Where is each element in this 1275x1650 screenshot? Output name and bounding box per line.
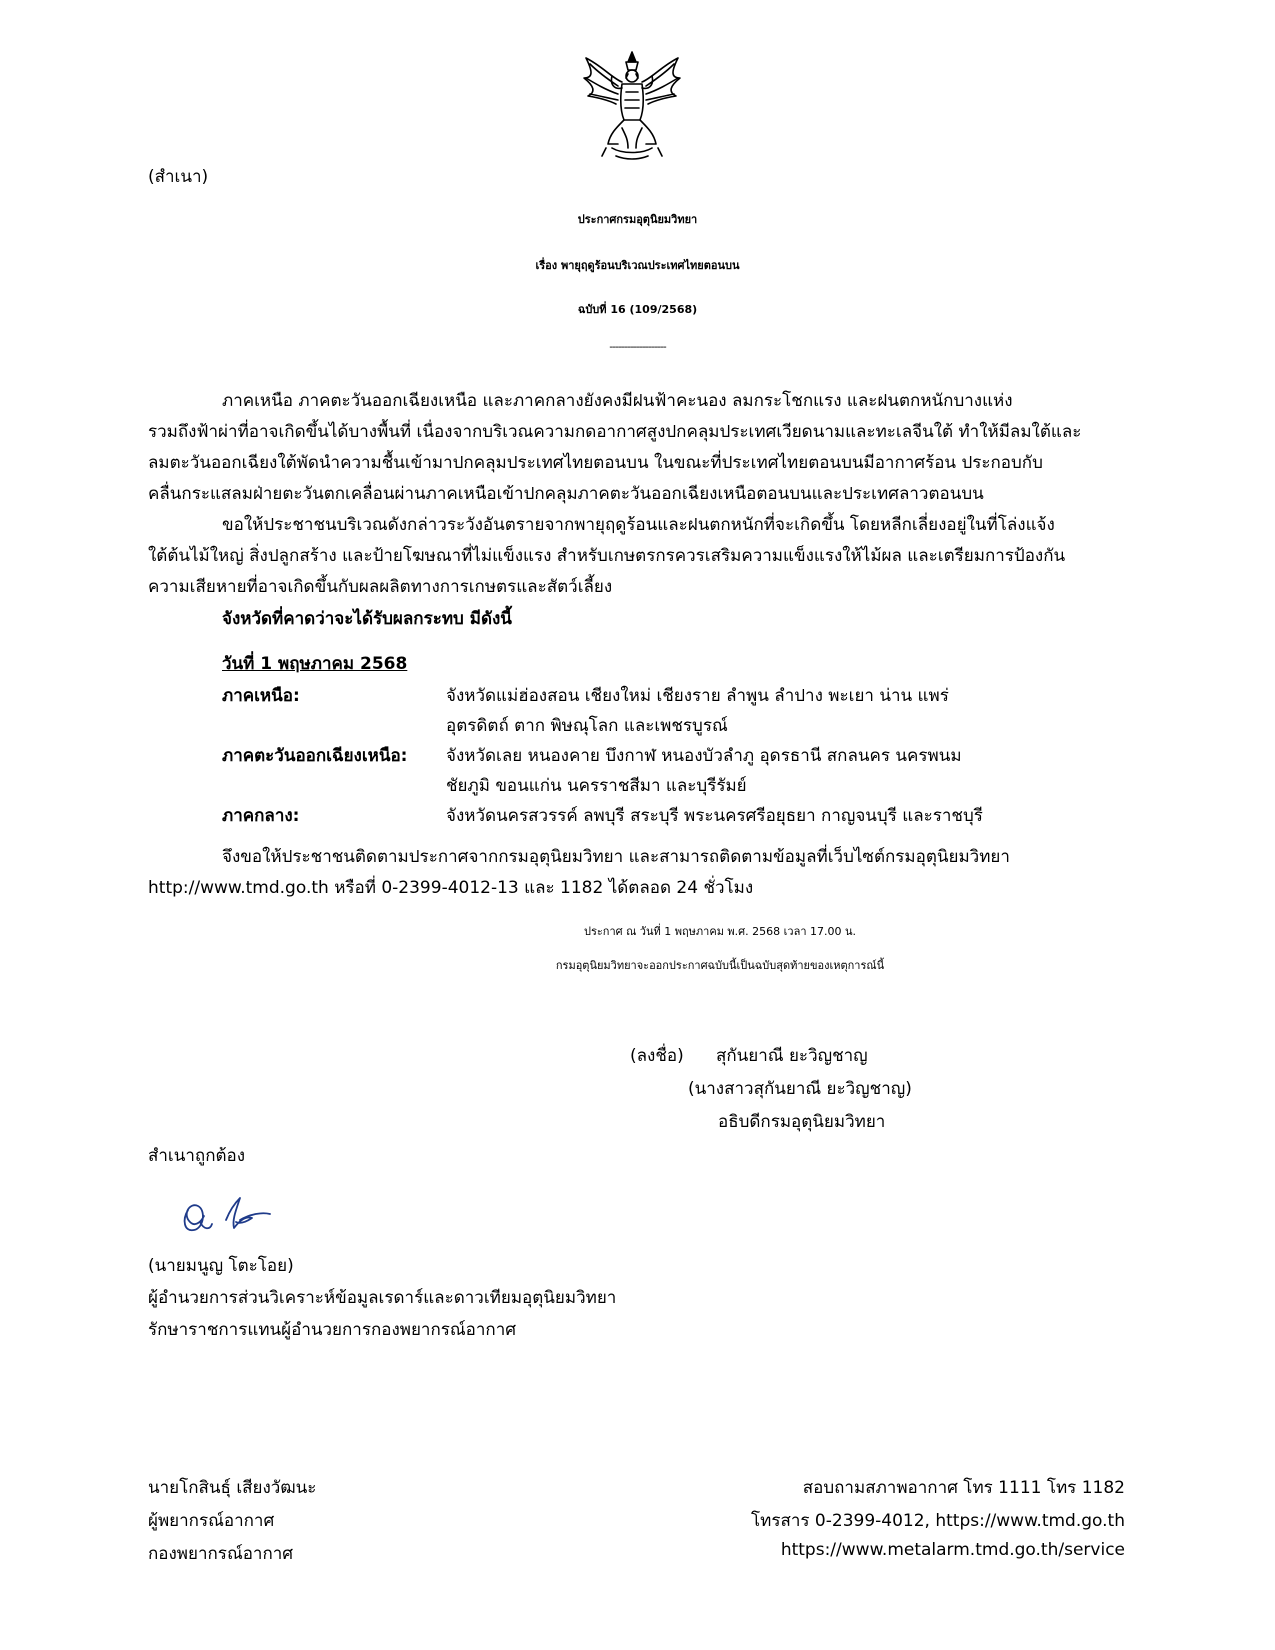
- signatory-full-name: (นางสาวสุกันยาณี ยะวิญชาญ): [688, 1079, 912, 1099]
- paragraph-line: ความเสียหายที่อาจเกิดขึ้นกับผลผลิตทางการเกษตรและสัตว์เลี้ยง: [148, 577, 613, 597]
- region-northeast-provinces: ชัยภูมิ ขอนแก่น นครราชสีมา และบุรีรัมย์: [446, 776, 747, 796]
- certifier-acting-position: รักษาราชการแทนผู้อำนวยการกองพยากรณ์อากาศ: [148, 1320, 517, 1340]
- region-northeast-provinces: จังหวัดเลย หนองคาย บึงกาฬ หนองบัวลำภู อุดรธานี สกลนคร นครพนม: [446, 746, 962, 766]
- paragraph-line: ลมตะวันออกเฉียงใต้พัดนำความชื้นเข้ามาปกคลุมประเทศไทยตอนบน ในขณะที่ประเทศไทยตอนบนมีอากาศร้อน ประกอบกับ: [148, 453, 1043, 473]
- paragraph-line: คลื่นกระแสลมฝ่ายตะวันตกเคลื่อนผ่านภาคเหนือเข้าปกคลุมภาคตะวันออกเฉียงเหนือตอนบนและประเทศลาวตอนบน: [148, 484, 984, 504]
- paragraph-line: จึงขอให้ประชาชนติดตามประกาศจากกรมอุตุนิยมวิทยา และสามารถติดตามข้อมูลที่เว็บไซต์กรมอุตุนิยมวิทยา: [222, 847, 1010, 867]
- forecaster-name: นายโกสินธุ์ เสียงวัฒนะ: [148, 1478, 317, 1498]
- signatory-position: อธิบดีกรมอุตุนิยมวิทยา: [718, 1112, 886, 1132]
- announcement-issue-number: ฉบับที่ 16 (109/2568): [577, 303, 698, 316]
- announcement-title: ประกาศกรมอุตุนิยมวิทยา: [577, 213, 698, 226]
- paragraph-line: รวมถึงฟ้าผ่าที่อาจเกิดขึ้นได้บางพื้นที่ เนื่องจากบริเวณความกดอากาศสูงปกคลุมประเทศเวียดนามและทะเลจีนใต้ ทำให้มีลมใต้และ: [148, 422, 1082, 442]
- region-central-provinces: จังหวัดนครสวรรค์ ลพบุรี สระบุรี พระนครศรีอยุธยา กาญจนบุรี และราชบุรี: [446, 806, 983, 826]
- paragraph-line: ขอให้ประชาชนบริเวณดังกล่าวระวังอันตรายจากพายุฤดูร้อนและฝนตกหนักที่จะเกิดขึ้น โดยหลีกเลี่ยงอยู่ในที่โล่งแจ้ง: [222, 515, 1055, 535]
- region-north-label: ภาคเหนือ:: [222, 686, 300, 706]
- affected-provinces-heading: จังหวัดที่คาดว่าจะได้รับผลกระทบ มีดังนี้: [222, 609, 512, 629]
- copy-label: (สำเนา): [148, 167, 209, 187]
- contact-phone: สอบถามสภาพอากาศ โทร 1111 โทร 1182: [802, 1478, 1125, 1498]
- separator: -------------------: [609, 340, 666, 353]
- announcement-subject: เรื่อง พายุฤดูร้อนบริเวณประเทศไทยตอนบน: [535, 259, 740, 272]
- contact-service-url: https://www.metalarm.tmd.go.th/service: [780, 1540, 1125, 1560]
- paragraph-line: ภาคเหนือ ภาคตะวันออกเฉียงเหนือ และภาคกลางยังคงมีฝนฟ้าคะนอง ลมกระโชกแรง และฝนตกหนักบางแห่ง: [222, 391, 1013, 411]
- garuda-emblem-icon: [572, 48, 692, 163]
- certifier-position: ผู้อำนวยการส่วนวิเคราะห์ข้อมูลเรดาร์และดาวเทียมอุตุนิยมวิทยา: [148, 1288, 617, 1308]
- paragraph-follow-up: [148, 842, 1130, 904]
- signed-label: (ลงชื่อ): [630, 1046, 684, 1066]
- paragraph-line: http://www.tmd.go.th หรือที่ 0-2399-4012-13 และ 1182 ได้ตลอด 24 ชั่วโมง: [148, 878, 754, 898]
- paragraph-line: ใต้ต้นไม้ใหญ่ สิ่งปลูกสร้าง และป้ายโฆษณาที่ไม่แข็งแรง สำหรับเกษตรกรควรเสริมความแข็งแรงให้ไม้ผล และเตรียมการป้องกัน: [148, 546, 1066, 566]
- final-notice-line: กรมอุตุนิยมวิทยาจะออกประกาศฉบับนี้เป็นฉบับสุดท้ายของเหตุการณ์นี้: [555, 959, 885, 972]
- region-north-provinces: อุตรดิตถ์ ตาก พิษณุโลก และเพชรบูรณ์: [446, 716, 728, 736]
- paragraph-weather-situation: [148, 386, 1130, 510]
- region-central-label: ภาคกลาง:: [222, 806, 300, 826]
- handwritten-signature-icon: [170, 1180, 280, 1240]
- affected-date-heading: วันที่ 1 พฤษภาคม 2568: [222, 654, 408, 674]
- forecaster-title: ผู้พยากรณ์อากาศ: [148, 1511, 275, 1531]
- contact-fax-website: โทรสาร 0-2399-4012, https://www.tmd.go.th: [751, 1511, 1125, 1531]
- paragraph-warning: [148, 510, 1130, 603]
- certified-copy-label: สำเนาถูกต้อง: [148, 1146, 246, 1166]
- signed-name: สุกันยาณี ยะวิญชาญ: [716, 1046, 868, 1066]
- certifier-name: (นายมนูญ โตะโอย): [148, 1256, 294, 1276]
- region-northeast-label: ภาคตะวันออกเฉียงเหนือ:: [222, 746, 408, 766]
- forecaster-division: กองพยากรณ์อากาศ: [148, 1544, 294, 1564]
- issued-date-line: ประกาศ ณ วันที่ 1 พฤษภาคม พ.ศ. 2568 เวลา 17.00 น.: [583, 925, 857, 938]
- region-north-provinces: จังหวัดแม่ฮ่องสอน เชียงใหม่ เชียงราย ลำพูน ลำปาง พะเยา น่าน แพร่: [446, 686, 949, 706]
